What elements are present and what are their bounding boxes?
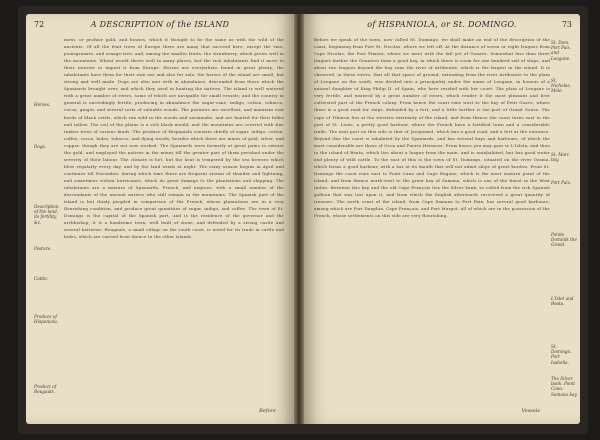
right-sidenote: St. Marc bay. (551, 152, 570, 163)
right-page-number: 73 (561, 20, 572, 29)
right-sidenote: St. Domingo. Port Isabella. (551, 344, 572, 365)
right-running-title: of HISPANIOLA, or St. DOMINGO. (367, 20, 517, 29)
right-catchword: Vessels (521, 408, 540, 414)
left-catchword: Before (259, 408, 276, 414)
left-body-text: ment, or profuse gold, and houses, which it thought to be the same as with the wild of the ancients. Of all the fruit trees of Europe there are many that succeed here, except the vine, pomegranate, and orange-tree; and, among the smaller fruits, the strawberry, which grows well in the mountains. Wheat would thrive well in many places, but the rich inhabitants find it more to their interest to import it from Europe. Horses are everywhere found in great plenty; the inhabitants have them for their own use and also for sale; the horses of the island are small, but strong and well made. Dogs are also met with in abundance, descended from those which the Spaniards brought over, and which they used in hunting the natives. The island is well watered with a great number of rivers, some of which are navigable for small vessels; and the country in general is exceedingly fertile, producing in abundance the sugar-cane, indigo, cotton, tobacco, cocoa, ginger, and several sorts of valuable woods. The pastures are excellent, and maintain vast herds of black cattle, which run wild in the woods and savannahs, and are hunted for their hides and tallow. The soil of the plains is a rich black mould, and the mountains are covered with fine timber trees of various kinds. The produce of Hispaniola consists chiefly of sugar, indigo, cotton, coffee, cocoa, hides, tobacco, and dying woods; besides which there are mines of gold, silver, and copper, though they are not now worked. The Spaniards were formerly at great pains to extract the gold, and employed the natives in the mines till the greater part of them perished under the severity of their labour. The climate is hot, but the heat is tempered by the sea breezes which blow regularly every day, and by the land winds at night. The rainy season begins in April and continues till November, during which time there are frequent storms of thunder and lightning, and sometimes violent hurricanes, which do great damage to the plantations and shipping. The inhabitants are a mixture of Spaniards, French, and negroes, with a small number of the descendants of the ancient natives who still remain in the mountains. The Spanish part of the island is but thinly peopled in comparison of the French, whose plantations are in a very flourishing condition, and produce great quantities of sugar, indigo, and coffee. The town of St. Domingo is the capital of the Spanish part, and is the residence of the governor and the archbishop; it is a handsome town, well built of stone, and defended by a strong castle and several batteries. Bougauls, a small village on the south coast, is noted for its trade in cattle and hides, which are carried from thence to the other islands. (64, 37, 284, 240)
left-sidenote: Description of the land, its fertility, &c. (34, 204, 59, 225)
right-sidenote: St. Dom. Port Paix and Leogane. (551, 40, 571, 61)
left-sidenote: Cattle. (34, 276, 49, 281)
right-sidenote: Port Paix. (551, 180, 572, 185)
left-page (26, 14, 294, 424)
left-sidenote: Dogs. (34, 144, 47, 149)
left-page-number: 72 (34, 20, 45, 29)
right-sidenote: L'Islet and Beata. (551, 296, 574, 307)
right-sidenote: Pointe Dominik the Grand. (551, 232, 577, 248)
left-sidenote: Pasture. (34, 246, 52, 251)
left-sidenote: Horses. (34, 102, 51, 107)
right-page (304, 14, 580, 424)
right-body-text: Before we speak of the town, now called St. Domingo, we shall make an end of the description of the coast, beginning from Port St. Nicolas, where we left off. At the distance of seven or eight leagues from Cape Nicolas, the Port Piment, where we meet with the fall yet of Gonave. Somewhat less than three leagues farther the Gonaives form a good bay, in which there is room for one hundred sail of ships; and about two leagues beyond the bay runs the river of Artibonite, which is the largest in the island. It is observed, in these rivers, that all that space of ground, extending from the river Artibonite to the plain of Leogane on the south, was divided into a principality under the name of Leogane, in honour of a natural daughter of King Philip II. of Spain, who here resided with her court. The plain of Leogane is very fertile, and watered by a great number of rivers, which render it the most pleasant and best cultivated part of the French colony. From hence the coast runs west to the bay of Petit Goave, where there is a good road for ships, defended by a fort; and a little further is the port of Grand Goave. The cape of Tiburon lies at the western extremity of the island, and from thence the coast turns east to the port of St. Louis, a pretty good harbour, where the French have a fortified town and a considerable trade. The next port on this side is that of Jacquemel, which has a good road, and a fort at the entrance. Beyond this the coast is inhabited by the Spaniards, and has several bays and harbours, of which the most considerable are those of Ocoa and Puerto Hermoso. From hence you may pass to L'Isleta, and then to the island of Beata, which lies about a league from the main, and is uninhabited, but has good water and plenty of wild cattle. To the east of this is the town of St. Domingo, situated on the river Ozama, which forms a good harbour, with a bar at its mouth that will not admit ships of great burden. From St. Domingo the coast runs east to Point Cana and Cape Engano, which is the most eastern point of the island; and from thence north-west to the great bay of Samana, which is one of the finest in the West Indies. Between this bay and the old Cape François lies the Silver bank, so called from the rich Spanish galleon that was lost upon it, and from which the English afterwards recovered a great quantity of treasure. The north coast of the island, from Cape Samana to Port Paix, has several good harbours; among which are Port Dauphin, Cape François, and Port Margot, all of which are in the possession of the French, whose settlements on this side are very flourishing. (314, 37, 550, 219)
left-sidenote: Produce of Hispaniola. (34, 314, 59, 325)
right-sidenote: St. Nicholas, Mole. (551, 78, 571, 94)
left-running-head (34, 20, 286, 34)
book-gutter (294, 14, 304, 424)
open-book (18, 6, 588, 434)
left-running-title: A DESCRIPTION of the ISLAND (90, 20, 230, 29)
right-sidenote: The Silver bank. Point Cana. Samana bay. (551, 376, 578, 397)
right-running-head (312, 20, 572, 34)
left-sidenote: Product of Bougauls. (34, 384, 57, 395)
